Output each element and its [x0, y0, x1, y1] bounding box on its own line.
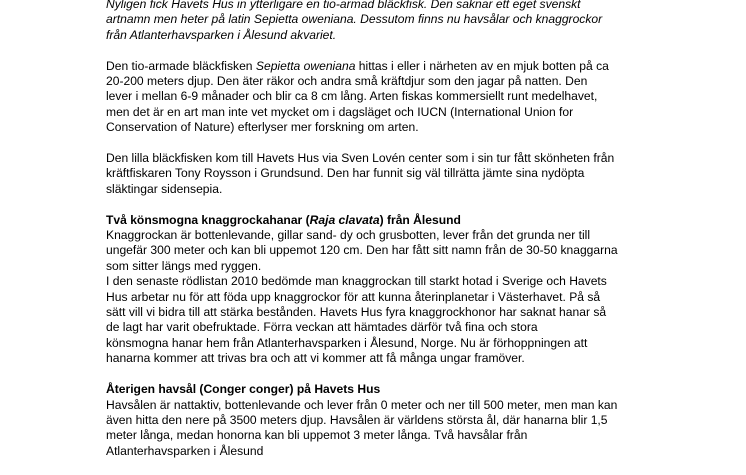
text-line — [106, 12, 646, 27]
body-paragraph — [106, 151, 646, 197]
text-line: kräftfiskaren Tony Roysson i Grundsund. Den har funnit sig väl tillrätta jämte sina nydöpta — [106, 166, 585, 181]
text-line: 20-200 meters djup. Den äter räkor och andra små kräftdjur som den jagar på natten. Den — [106, 74, 588, 89]
text-line: meter långa, medan honorna kan bli uppemot 3 meter långa. Två havsålar från — [106, 428, 528, 443]
section-knaggrocka — [106, 213, 646, 367]
text-run: hittas i eller i närheten av en mjuk botten på ca — [355, 58, 609, 73]
text-line — [106, 59, 646, 74]
text-line: Hus arbetar nu för att föda upp knaggrockor för att kunna återinplanetar i Västerhavet. På så — [106, 289, 601, 304]
document-page — [106, 0, 646, 475]
text-run: Den tio-armade bläckfisken — [106, 58, 256, 73]
text-run: . Dessutom finns nu havsålar och knaggrockor — [353, 12, 603, 27]
text-line: de lagt har varit obefruktade. Förra veckan att hämtades därför två fina och stora — [106, 320, 538, 335]
heading-run: Två könsmogna knaggrockahanar ( — [106, 212, 310, 227]
heading-run: ) från Ålesund — [379, 212, 461, 227]
text-line: släktingar sidensepia. — [106, 181, 223, 196]
text-line: I den senaste rödlistan 2010 bedömde man knaggrockan till starkt hotad i Sverige och Havets — [106, 274, 607, 289]
text-line: men det är en art man inte vet mycket om i dagsläget och IUCN (International Union for — [106, 104, 574, 119]
section-heading: Återigen havsål (Conger conger) på Havets Hus — [106, 382, 381, 397]
species-name: Raja clavata — [309, 212, 380, 227]
body-paragraph — [106, 59, 646, 136]
text-line: Havsålen är nattaktiv, bottenlevande och lever från 0 meter och ner till 500 meter, men man kan — [106, 397, 618, 412]
species-name: Sepietta oweniana — [255, 58, 356, 73]
text-line: Nyligen fick Havets Hus in ytterligare en tio-armad bläckfisk. Den saknar ett eget svenskt — [106, 0, 581, 11]
text-line: Knaggrockan är bottenlevande, gillar sand- dy och grusbotten, lever från det grunda ner till — [106, 228, 591, 243]
text-line: könsmogna hanar hem från Atlanterhavsparken i Ålesund, Norge. Nu är förhoppningen att — [106, 335, 588, 350]
text-line: som sitter längs med ryggen. — [106, 258, 262, 273]
text-line: hanarna kommer att trivas bra och att vi kommer att få många ungar framöver. — [106, 351, 525, 366]
section-havsal — [106, 382, 646, 459]
text-line: lever i mellan 6-9 månader och blir ca 8 cm lång. Arten fiskas kommersiellt runt medelhavet, — [106, 89, 598, 104]
text-run: artnamn men heter på latin — [106, 12, 254, 27]
text-line: ungefär 300 meter och kan bli uppemot 120 cm. Den har fått sitt namn från de 30-50 knaggarna — [106, 243, 618, 258]
text-line: sätt vill vi bidra till att stärka bestånden. Havets Hus fyra knaggrockhonor har saknat hanar så — [106, 305, 607, 320]
intro-paragraph — [106, 0, 646, 43]
text-line: från Atlanterhavsparken i Ålesund akvariet. — [106, 27, 337, 42]
text-line: Den lilla bläckfisken kom till Havets Hus via Sven Lovén center som i sin tur fått skönheten från — [106, 151, 615, 166]
text-line: Conservation of Nature) efterlyser mer forskning om arten. — [106, 120, 419, 135]
text-line: även hitta den nere på 3500 meters djup. Havsålen är världens största ål, där hanarna blir 1,5 — [106, 412, 608, 427]
species-name: Sepietta oweniana — [253, 12, 354, 27]
section-heading — [106, 213, 646, 228]
text-line: Atlanterhavsparken i Ålesund — [106, 443, 264, 458]
